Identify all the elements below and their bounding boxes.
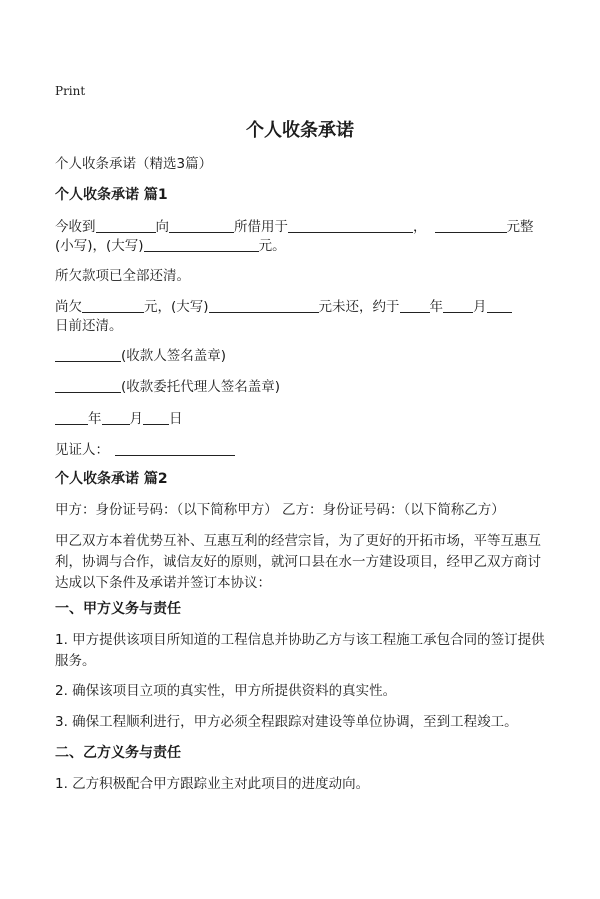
list-item: 2. 确保该项目立项的真实性，甲方所提供资料的真实性。: [55, 683, 397, 699]
witness-label: 见证人：: [55, 442, 109, 458]
owe-line-1: [55, 297, 512, 317]
list-item: 1. 甲方提供该项目所知道的工程信息并协助乙方与该工程施工承包合同的签订提供服务。: [55, 632, 545, 669]
receipt-line-2: [55, 236, 286, 256]
print-link[interactable]: Print: [55, 84, 86, 98]
parties-line: 甲方：身份证号码：（以下简称甲方） 乙方：身份证号码：（以下简称乙方）: [55, 502, 505, 518]
page-title: 个人收条承诺: [246, 120, 354, 141]
document-subtitle: 个人收条承诺（精选3篇）: [55, 156, 213, 172]
list-item: 1. 乙方积极配合甲方跟踪业主对此项目的进度动向。: [55, 776, 370, 792]
witness-blank: [115, 441, 235, 456]
receipt-text: 向: [155, 219, 169, 235]
signature-label: (收款委托代理人签名盖章): [121, 379, 281, 395]
receipt-text: 所借用于: [234, 219, 288, 235]
month-blank: [102, 410, 130, 425]
date-text: 日: [169, 411, 183, 427]
owe-text: 尚欠: [55, 299, 82, 315]
part1-heading: 个人收条承诺 篇1: [55, 187, 168, 203]
owe-year-blank: [400, 298, 430, 313]
date-line: [55, 409, 183, 429]
receipt-text: 今收到: [55, 219, 96, 235]
witness-line: [55, 440, 235, 460]
receipt-text: (小写)，(大写): [55, 238, 144, 254]
owe-line-2: 日前还清。: [55, 318, 123, 334]
payee-signature-line: [55, 346, 226, 366]
date-text: 月: [129, 411, 143, 427]
agent-signature-blank: [55, 378, 121, 393]
receipt-line-1: [55, 217, 534, 237]
owe-day-blank: [487, 298, 512, 313]
part2-heading: 个人收条承诺 篇2: [55, 471, 168, 487]
owe-text: 元未还，约于: [318, 299, 400, 315]
payee-signature-blank: [55, 347, 121, 362]
list-item: 3. 确保工程顺利进行，甲方必须全程跟踪对建设等单位协调，至到工程竣工。: [55, 714, 518, 730]
section1-heading: 一、甲方义务与责任: [55, 601, 181, 617]
owe-amount-blank: [82, 298, 144, 313]
year-blank: [55, 410, 88, 425]
settled-line: 所欠款项已全部还清。: [55, 268, 190, 284]
section2-heading: 二、乙方义务与责任: [55, 745, 181, 761]
receipt-text: 元。: [258, 238, 286, 254]
day-blank: [143, 410, 169, 425]
intro-paragraph: 甲乙双方本着优势互补、互惠互利的经营宗旨，为了更好的开拓市场，平等互惠互利，协调与合作，诚信友好的原则，就河口县在水一方建设项目，经甲乙双方商讨达成以下条件及承诺并签订本协议：: [55, 533, 541, 591]
owe-month-blank: [443, 298, 473, 313]
owe-text: 元，(大写): [144, 299, 209, 315]
purpose-blank: [288, 218, 413, 233]
amount-uppercase-blank: [144, 237, 259, 252]
signature-label: (收款人签名盖章): [121, 348, 227, 364]
owe-uppercase-blank: [209, 298, 319, 313]
receipt-text: ，: [413, 219, 427, 235]
agent-signature-line: [55, 377, 280, 397]
payer-blank: [96, 218, 156, 233]
date-text: 年: [88, 411, 102, 427]
owe-text: 月: [473, 299, 487, 315]
lender-blank: [169, 218, 234, 233]
owe-text: 年: [429, 299, 444, 315]
receipt-text: 元整: [506, 219, 534, 235]
amount-blank: [435, 218, 507, 233]
